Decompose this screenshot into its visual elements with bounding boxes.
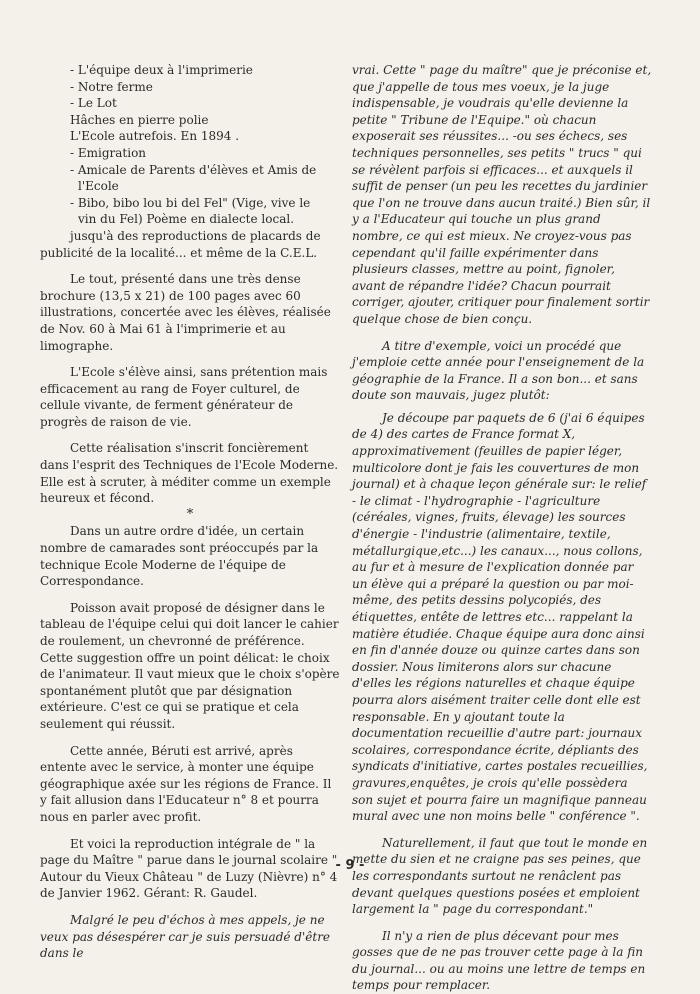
paragraph: Malgré le peu d'échos à mes appels, je ne veux pas désespérer car je suis persuadé d'être dans le (40, 912, 331, 961)
paragraph: vrai. Cette " page du maître" que je préconise et, que j'appelle de tous mes voeux, je la juge indispensable, je voudrais qu'elle devienne la petite " Tribune de l'Equipe." où chacun exposerait ses réussites... -ou ses échecs, ses techniques personnelles, ses petits " trucs " qui se révèlent parfois si efficaces... et auxquels il suffit de penser (un peu les recettes du jardinier que l'on ne trouve dans aucun traité.) Bien sûr, il y a l'Educateur qui touche un plus grand nombre, ce qui est mieux. Ne croyez-vous pas cependant qu'il faille expérimenter dans plusieurs classes, mettre au point, fignoler, avant de répandre l'idée? Chacun pourrait corriger, ajouter, critiquer pour finalement sortir quelque chose de bien conçu. (352, 63, 652, 326)
paragraph: Poisson avait proposé de désigner dans le tableau de l'équipe celui qui doit lancer le cahier de roulement, un chevronné de préférence. Cette suggestion offre un point délicat: le choix de l'animateur. Il vaut mieux que le choix s'opère spontanément plutôt que par désignation extérieure. C'est ce qui se pratique et cela seulement qui réussit. (40, 600, 340, 731)
list-item: - L'équipe deux à l'imprimerie (70, 63, 253, 77)
paragraph: Cette année, Béruti est arrivé, après entente avec le service, à monter une équipe géographique axée sur les régions de France. Il y fait allusion dans l'Educateur n° 8 et pourra nous en parler avec profit. (40, 743, 332, 824)
paragraph: Le tout, présenté dans une très dense brochure (13,5 x 21) de 100 pages avec 60 illustrations, concertée avec les élèves, réalisée de Nov. 60 à Mai 61 à l'imprimerie et au limographe. (40, 272, 331, 353)
paragraph: Et voici la reproduction intégrale de " la page du Maître " parue dans le journal scolaire " Autour du Vieux Château " de Luzy (Nièvre) n° 4 de Janvier 1962. Gérant: R. Gaudel. (40, 836, 338, 901)
paragraph: Naturellement, il faut que tout le monde en mette du sien et ne craigne pas ses peines, que les correspondants surtout ne renâclent pas devant quelques questions posées et emploient largement la " page du correspondant." (352, 835, 648, 917)
paragraph: L'Ecole s'élève ainsi, sans prétention mais efficacement au rang de Foyer culturel, de cellule vivante, de ferment générateur de progrès de raison de vie. (40, 365, 328, 429)
list-item: l'Ecole (78, 179, 119, 194)
left-column (40, 62, 340, 962)
paragraph: Il n'y a rien de plus décevant pour mes gosses que de ne pas trouver cette page à la fin du journal... ou au moins une lettre de temps en temps pour remplacer. (352, 928, 646, 993)
paragraph: A titre d'exemple, voici un procédé que j'emploie cette année pour l'enseignement de la géographie de la France. Il a son bon... et sans doute son mauvais, jugez plutôt: (352, 338, 645, 403)
paragraph: Cette réalisation s'inscrit foncièrement dans l'esprit des Techniques de l'Ecole Moderne. Elle est à scruter, à méditer comme un exemple heureux et fécond. (40, 441, 339, 506)
section-separator: * (186, 506, 194, 522)
paragraph: Dans un autre ordre d'idée, un certain nombre de camarades sont préoccupés par la technique Ecole Moderne de l'équipe de Correspondance. (40, 524, 319, 589)
topic-list (70, 62, 340, 228)
list-item: - Bibo, bibo lou bi del Fel" (Vige, vive le (70, 195, 311, 210)
list-item: vin du Fel) Poème en dialecte local. (78, 212, 295, 227)
list-item: - Emigration (70, 145, 147, 160)
list-item: - Amicale de Parents d'élèves et Amis de (70, 162, 317, 177)
list-item: L'Ecole autrefois. En 1894 . (70, 129, 240, 144)
paragraph: Je découpe par paquets de 6 (j'ai 6 équipes de 4) des cartes de France format X, approximativement (feuilles de papier léger, multicolore dont je fais les couvertures de mon journal) et à chaque leçon générale sur: le relief - le climat - l'hydrographie - l'agriculture (céréales, vignes, fruits, élevage) les sources d'énergie - l'industrie (alimentaire, textile, métallurgique,etc...) les canaux..., nous collons, au fur et à mesure de l'explication donnée par un élève qui a préparé la question ou par moi-même, des petits dessins polycopiés, des étiquettes, entête de lettres etc... rappelant la matière étudiée. Chaque équipe aura donc ainsi en fin d'année douze ou quinze cartes dans son dossier. Nous limiterons alors sur chacune d'elles les régions naturelles et chaque équipe pourra alors aisément traiter celle dont elle est responsable. En y ajoutant toute la documentation recueillie d'autre part: journaux scolaires, correspondance écrite, dépliants des syndicats d'initiative, cartes postales recueillies, gravures,enquêtes, je crois qu'elle possèdera son sujet et pourra faire un magnifique panneau mural avec une non moins belle " conférence ". (352, 410, 648, 824)
right-column (352, 62, 652, 994)
list-item: Hâches en pierre polie (70, 112, 209, 127)
list-item: - Le Lot (70, 96, 117, 111)
list-item: - Notre ferme (70, 79, 153, 94)
page-number: - 9 - (335, 858, 365, 873)
list-tail: jusqu'à des reproductions de placards de publicité de la localité... et même de la C.E.L. (40, 228, 321, 260)
